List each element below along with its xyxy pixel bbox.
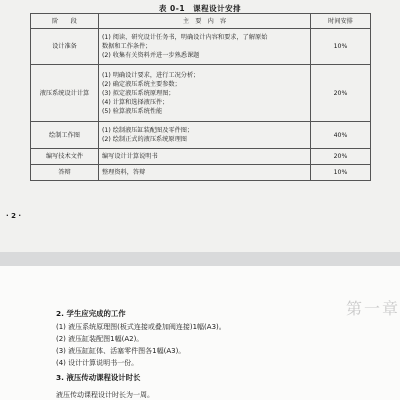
table-row (31, 65, 371, 122)
table-row (31, 122, 371, 149)
work-item: (4) 设计计算说明书一份。 (56, 359, 139, 367)
ghost-bleedthrough-text: 第一章 (345, 299, 400, 318)
time-cell: 10% (311, 165, 371, 181)
table-row (31, 29, 371, 65)
table-row (31, 149, 371, 165)
header-content: 主 要 内 容 (99, 14, 311, 29)
section2-title: 2. 学生应完成的工作 (56, 309, 126, 318)
content-line: 整理资料，答辩 (102, 169, 146, 176)
content-line: (1) 绘制液压缸装配图及零件图； (102, 127, 194, 134)
content-cell (99, 122, 311, 149)
table-row (31, 165, 371, 181)
work-item: (3) 液压缸缸体、活塞零件图各1幅(A3)。 (56, 347, 186, 355)
bottom-page (0, 266, 400, 400)
content-line: (2) 绘制正式的液压系统原理图 (102, 136, 187, 143)
stage-cell: 答辩 (31, 165, 99, 181)
time-cell: 20% (311, 65, 371, 122)
work-item: (1) 液压系统原理图(板式连接或叠加阀连接)1幅(A3)。 (56, 323, 226, 331)
content-line: 数据和工作条件； (102, 43, 152, 50)
time-cell: 20% (311, 149, 371, 165)
stage-cell: 液压系统设计计算 (31, 65, 99, 122)
time-cell: 10% (311, 29, 371, 65)
content-cell (99, 165, 311, 181)
work-item: (2) 液压缸装配图1幅(A2)。 (56, 335, 144, 343)
page-number: · 2 · (6, 212, 22, 220)
stage-cell: 绘制工作图 (31, 122, 99, 149)
content-cell (99, 65, 311, 122)
time-cell: 40% (311, 122, 371, 149)
content-cell (99, 29, 311, 65)
content-line: (3) 拟定液压系统原理图； (102, 89, 175, 97)
header-time: 时间安排 (311, 14, 371, 29)
content-line: (2) 收集有关资料并进一步熟悉课题 (102, 52, 200, 59)
table-header-row (31, 14, 371, 29)
content-line: (2) 确定液压系统主要参数； (102, 80, 181, 88)
page-gap (0, 252, 400, 266)
content-line: (4) 计算和选择液压件； (102, 98, 169, 106)
content-line: (5) 验算液压系统性能 (102, 107, 163, 115)
stage-cell: 编写技术文件 (31, 149, 99, 165)
table-caption: 表 0-1 课程设计安排 (158, 4, 242, 13)
section3-title: 3. 液压传动课程设计时长 (56, 373, 141, 382)
partial-line: 液压传动课程设计时长为一周。 (56, 391, 154, 399)
content-line: (1) 明确设计要求，进行工况分析； (102, 71, 200, 79)
content-line: (1) 阅读、研究设计任务书，明确设计内容和要求，了解原始 (102, 34, 268, 41)
content-line: 编写设计计算说明书 (102, 153, 158, 160)
content-cell (99, 149, 311, 165)
stage-cell: 设计准备 (31, 29, 99, 65)
course-plan-table (30, 13, 371, 181)
header-stage: 阶 段 (31, 14, 99, 29)
